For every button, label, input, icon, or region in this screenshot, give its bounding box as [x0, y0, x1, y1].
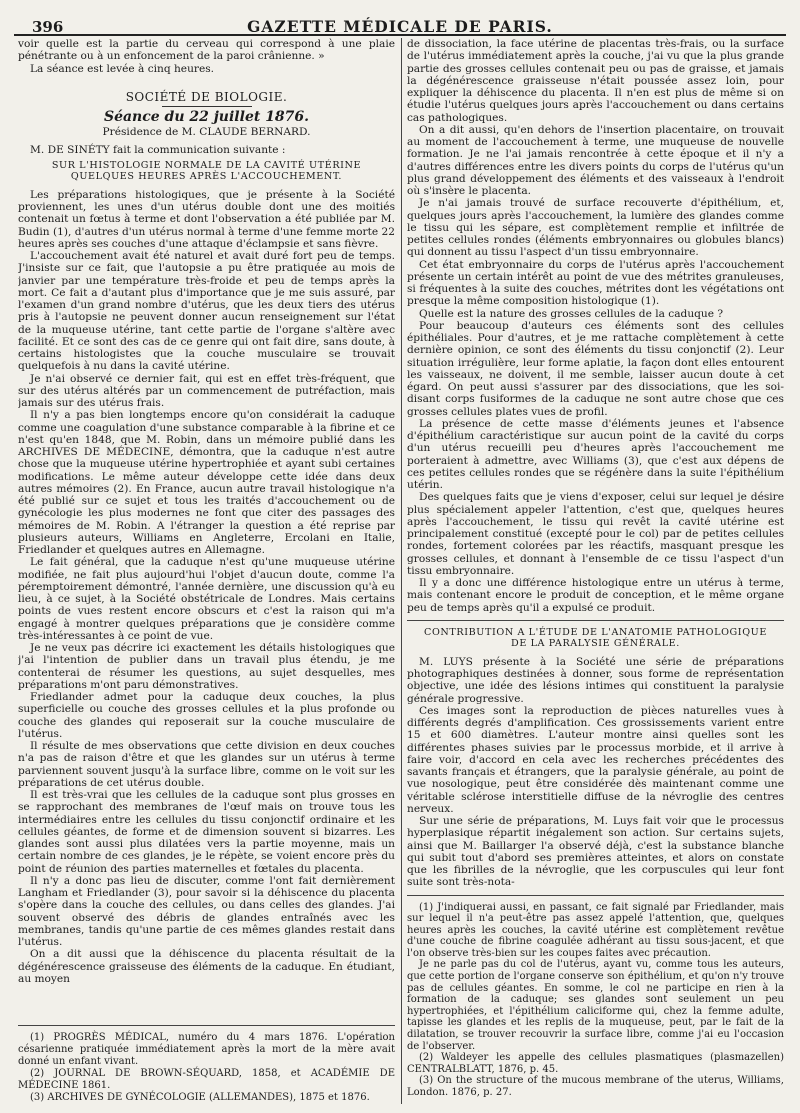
- journal-title: GAZETTE MÉDICALE DE PARIS.: [247, 17, 553, 36]
- body-paragraph: Pour beaucoup d'auteurs ces éléments sont des cellules épithéliales. Pour d'autres, et je me rattache complètement à cette dernière opinion, ce sont des éléments du tissu conjonctif (2). Leur situation irrégulière, leur forme aplatie, la façon dont elles entourent les vaisseaux, ne doivent, il me semble, laisser aucun doute à cet égard. On peut aussi s'assurer par des dissociations, que les soi-disant corps fusiformes de la caduque ne sont autre chose que ces grosses cellules plates vues de profil.: [407, 319, 784, 418]
- columns: [18, 38, 784, 1104]
- column-divider: [401, 38, 402, 1104]
- footnote: (3) On the structure of the mucous membrane of the uterus, Williams, London. 1876, p. 27.: [407, 1075, 784, 1098]
- left-column: [18, 38, 395, 1104]
- body-paragraph: Je ne veux pas décrire ici exactement les détails histologiques que j'ai l'intention de publier dans un travail plus étendu, je me contenterai de résumer les questions, au sujet desquelles, mes préparations m'ont paru démonstratives.: [18, 642, 395, 691]
- footnote: (1) PROGRÈS MÉDICAL, numéro du 4 mars 1876. L'opération césarienne pratiquée immédiatement après la mort de la mère avait donné un enfant vivant.: [18, 1032, 395, 1067]
- footnote: (2) JOURNAL DE BROWN-SÉQUARD, 1858, et ACADÉMIE DE MÉDECINE 1861.: [18, 1068, 395, 1091]
- body-paragraph: Friedlander admet pour la caduque deux couches, la plus superficielle ou couche des grosses cellules et la plus profonde ou couche des glandes qui reposerait sur la couche musculaire de l'utérus.: [18, 691, 395, 740]
- body-paragraph: Cet état embryonnaire du corps de l'utérus après l'accouchement présente un certain intérêt au point de vue des métrites granuleuses, si fréquentes à la suite des couches, métrites dont les végétations ont presque la même composition histologique (1).: [407, 258, 784, 308]
- footnote-rule: [407, 895, 784, 896]
- body-paragraph: Quelle est la nature des grosses cellules de la caduque ?: [419, 307, 724, 320]
- footnote: Je ne parle pas du col de l'utérus, ayant vu, comme tous les auteurs, que cette portion de l'organe conserve son épithélium, et qu'on n'y trouve pas de cellules géantes. En somme, le col ne participe en rien à la formation de la caduque; ses glandes sont seulement un peu hypertrophiées, et l'épithélium caliciforme qui, chez la femme adulte, tapisse les glandes et les replis de la muqueuse, peut, par le fait de la dilatation, se trouver recouvrir la surface libre, comme j'ai eu l'occasion de l'observer.: [407, 959, 784, 1052]
- article-title: SUR L'HISTOLOGIE NORMALE DE LA CAVITÉ UTÉRINE QUELQUES HEURES APRÈS L'ACCOUCHEMENT.: [51, 159, 362, 183]
- right-footnotes: [407, 895, 784, 1099]
- intro-paragraph: voir quelle est la partie du cerveau qui correspond à une plaie pénétrante ou à un enfoncement de la paroi crânienne. »: [18, 38, 395, 63]
- article-title: CONTRIBUTION A L'ÉTUDE DE L'ANATOMIE PATHOLOGIQUE DE LA PARALYSIE GÉNÉRALE.: [424, 626, 767, 650]
- body-paragraph: L'accouchement avait été naturel et avait duré fort peu de temps. J'insiste sur ce fait, que l'autopsie a pu être pratiquée au mois de janvier par une température très-froide et peu de temps après la mort. Ce fait a d'autant plus d'importance que je me suis assuré, par l'examen d'un grand nombre d'utérus, que les deux tiers des utérus pris à l'autopsie ne peuvent donner aucun renseignement sur l'état de la muqueuse utérine, tant cette partie de l'organe s'altère avec facilité. Et ce sont des cas de ce genre qui ont fait dire, sans doute, à certains histologistes que la couche musculaire se trouvait quelquefois à nu dans la cavité utérine.: [18, 250, 395, 373]
- body-paragraph: Il résulte de mes observations que cette division en deux couches n'a pas de raison d'être et que les glandes sur un utérus à terme parviennent souvent jusqu'à la surface libre, comme on le voit sur les préparations de cet utérus double.: [18, 740, 395, 789]
- page-number: 396: [32, 18, 64, 36]
- body-paragraph: Les préparations histologiques, que je présente à la Société proviennent, les unes d'un utérus double dont une des moitiés contenait un fœtus à terme et dont l'observation a été publiée par M. Budin (1), d'autres d'un utérus normal à terme d'une femme morte 22 heures après ses couches d'une attaque d'éclampsie et sans fièvre.: [18, 188, 395, 250]
- body-paragraph: Je n'ai jamais trouvé de surface recouverte d'épithélium, et, quelques jours après l'accouchement, la lumière des glandes comme le tissu qui les sépare, est complètement remplie et infiltrée de petites cellules rondes (éléments embryonnaires ou globules blancs) qui donnent au tissu l'aspect d'un tissu embryonnaire.: [407, 197, 784, 259]
- page-header: [14, 8, 786, 36]
- left-footnotes: [18, 1025, 395, 1104]
- communication-line: M. DE SINÉTY fait la communication suivante :: [30, 143, 286, 156]
- body-paragraph: Ces images sont la reproduction de pièces naturelles vues à différents degrés d'amplification. Ces grossissements varient entre 15 et 600 diamètres. L'auteur montre ainsi quelles sont les différentes phases suivies par le processus morbide, et il arrive à faire voir, d'accord en cela avec les recherches précédentes des savants français et étrangers, que la paralysie générale, au point de vue nosologique, peut être considérée dès maintenant comme une véritable sclérose interstitielle diffuse de la névroglie des centres nerveux.: [407, 704, 784, 815]
- body-paragraph: de dissociation, la face utérine de placentas très-frais, ou la surface de l'utérus immédiatement après la couche, j'ai vu que la plus grande partie des grosses cellules contenait peu ou pas de graisse, et jamais la dégénérescence graisseuse n'était poussée assez loin, pour expliquer la déhiscence du placenta. Il n'en est plus de même si on étudie l'utérus quelques jours après l'accouchement ou dans certains cas pathologiques.: [407, 38, 784, 124]
- body-paragraph: On a dit aussi que la déhiscence du placenta résultait de la dégénérescence graisseuse des éléments de la caduque. En étudiant, au moyen: [18, 948, 395, 985]
- presidency-line: Présidence de M. CLAUDE BERNARD.: [102, 126, 311, 139]
- footnote: (1) J'indiquerai aussi, en passant, ce fait signalé par Friedlander, mais sur lequel il n'a peut-être pas assez appelé l'attention, que, quelques heures après les couches, la cavité utérine est complètement revêtue d'une couche de fibrine coagulée adhérant au tissu sous-jacent, et que l'on observe très-bien sur les coupes faites avec précaution.: [407, 901, 784, 959]
- section-rule: [407, 620, 784, 621]
- title-rule: [162, 106, 252, 107]
- body-paragraph: Il n'y a donc pas lieu de discuter, comme l'ont fait dernièrement Langham et Friedlander (3), pour savoir si la déhiscence du placenta s'opère dans la couche des cellules, ou dans celles des glandes. J'ai souvent observé des débris de glandes entraînés avec les membranes, tandis qu'une partie de ces mêmes glandes restait dans l'utérus.: [18, 874, 395, 948]
- session-closing: La séance est levée à cinq heures.: [30, 62, 215, 75]
- body-paragraph: Il est très-vrai que les cellules de la caduque sont plus grosses en se rapprochant des membranes de l'œuf mais on trouve tous les intermédiaires entre les cellules du tissu conjonctif ordinaire et les cellules géantes, de forme et de dimension souvent si bizarres. Les glandes sont aussi plus dilatées vers la partie moyenne, mais un certain nombre de ces glandes, je le répète, se voient encore près du point de réunion des parties maternelles et fœtales du placenta.: [18, 789, 395, 875]
- body-paragraph: Sur une série de préparations, M. Luys fait voir que le processus hyperplasique répartit inégalement son action. Sur certains sujets, ainsi que M. Baillarger l'a observé déjà, c'est la substance blanche qui subit tout d'abord ses premières atteintes, et alors on constate que les fibrilles de la névroglie, que les corpuscules qui leur font suite sont très-nota-: [407, 815, 784, 889]
- body-paragraph: On a dit aussi, qu'en dehors de l'insertion placentaire, on trouvait au moment de l'accouchement à terme, une muqueuse de nouvelle formation. Je ne l'ai jamais rencontrée à cette époque et il n'y a d'autres différences entre les divers points du corps de l'utérus qu'un plus grand développement des éléments et des vaisseaux à l'endroit où s'insère le placenta.: [407, 123, 784, 197]
- body-paragraph: Je n'ai observé ce dernier fait, qui est en effet très-fréquent, que sur des utérus altérés par un commencement de putréfaction, mais jamais sur des utérus frais.: [18, 372, 395, 409]
- footnote: (3) ARCHIVES DE GYNÉCOLOGIE (ALLEMANDES), 1875 et 1876.: [30, 1092, 370, 1104]
- body-paragraph: La présence de cette masse d'éléments jeunes et l'absence d'épithélium caractéristique sur aucun point de la cavité du corps d'un utérus recueilli peu d'heures après l'accouchement me porteraient à admettre, avec Williams (3), que c'est aux dépens de ces petites cellules rondes que se régénère dans la suite l'épithélium utérin.: [407, 417, 784, 491]
- body-paragraph: Des quelques faits que je viens d'exposer, celui sur lequel je désire plus spécialement appeler l'attention, c'est que, quelques heures après l'accouchement, le tissu qui revêt la cavité utérine est principalement constitué (excepté pour le col) par de petites cellules rondes, fortement colorées par les réactifs, masquant presque les grosses cellules, et donnant à l'ensemble de ce tissu l'aspect d'un tissu embryonnaire.: [407, 491, 784, 577]
- society-title: SOCIÉTÉ DE BIOLOGIE.: [125, 89, 288, 104]
- body-paragraph: Il n'y a pas bien longtemps encore qu'on considérait la caduque comme une coagulation d'une substance comparable à la fibrine et ce n'est qu'en 1848, que M. Robin, dans un mémoire publié dans les ARCHIVES DE MÉDECINE, démontra, que la caduque n'est autre chose que la muqueuse utérine hypertrophiée et ayant subi certaines modifications. Le même auteur développe cette idée dans deux autres mémoires (2). En France, aucun autre travail histologique n'a été publié sur ce sujet et tous les traités d'accouchement ou de gynécologie les plus modernes ne font que citer des passages des mémoires de M. Robin. A l'étranger la question a été reprise par plusieurs auteurs, Williams en Angleterre, Ercolani en Italie, Friedlander et quelques autres en Allemagne.: [18, 409, 395, 556]
- session-title: Séance du 22 juillet 1876.: [103, 109, 310, 125]
- body-paragraph: Il y a donc une différence histologique entre un utérus à terme, mais contenant encore le produit de conception, et le même organe peu de temps après qu'il a expulsé ce produit.: [407, 577, 784, 614]
- body-paragraph: Le fait général, que la caduque n'est qu'une muqueuse utérine modifiée, ne fait plus aujourd'hui l'objet d'aucun doute, comme l'a péremptoirement démontré, l'année dernière, une discussion qu'à eu lieu, à ce sujet, à la Société obstétricale de Londres. Mais certains points de vues restent encore obscurs et c'est la raison qui m'a engagé à montrer quelques préparations que je considère comme très-intéressantes à ce point de vue.: [18, 556, 395, 642]
- right-column: [407, 38, 784, 1104]
- footnote-rule: [18, 1025, 395, 1026]
- footnote: (2) Waldeyer les appelle des cellules plasmatiques (plasmazellen) CENTRALBLATT, 1876, p. 45.: [407, 1052, 784, 1075]
- body-paragraph: M. LUYS présente à la Société une série de préparations photographiques destinées à donner, sous forme de représentation objective, une idée des lésions intimes qui constituent la paralysie générale progressive.: [407, 655, 784, 705]
